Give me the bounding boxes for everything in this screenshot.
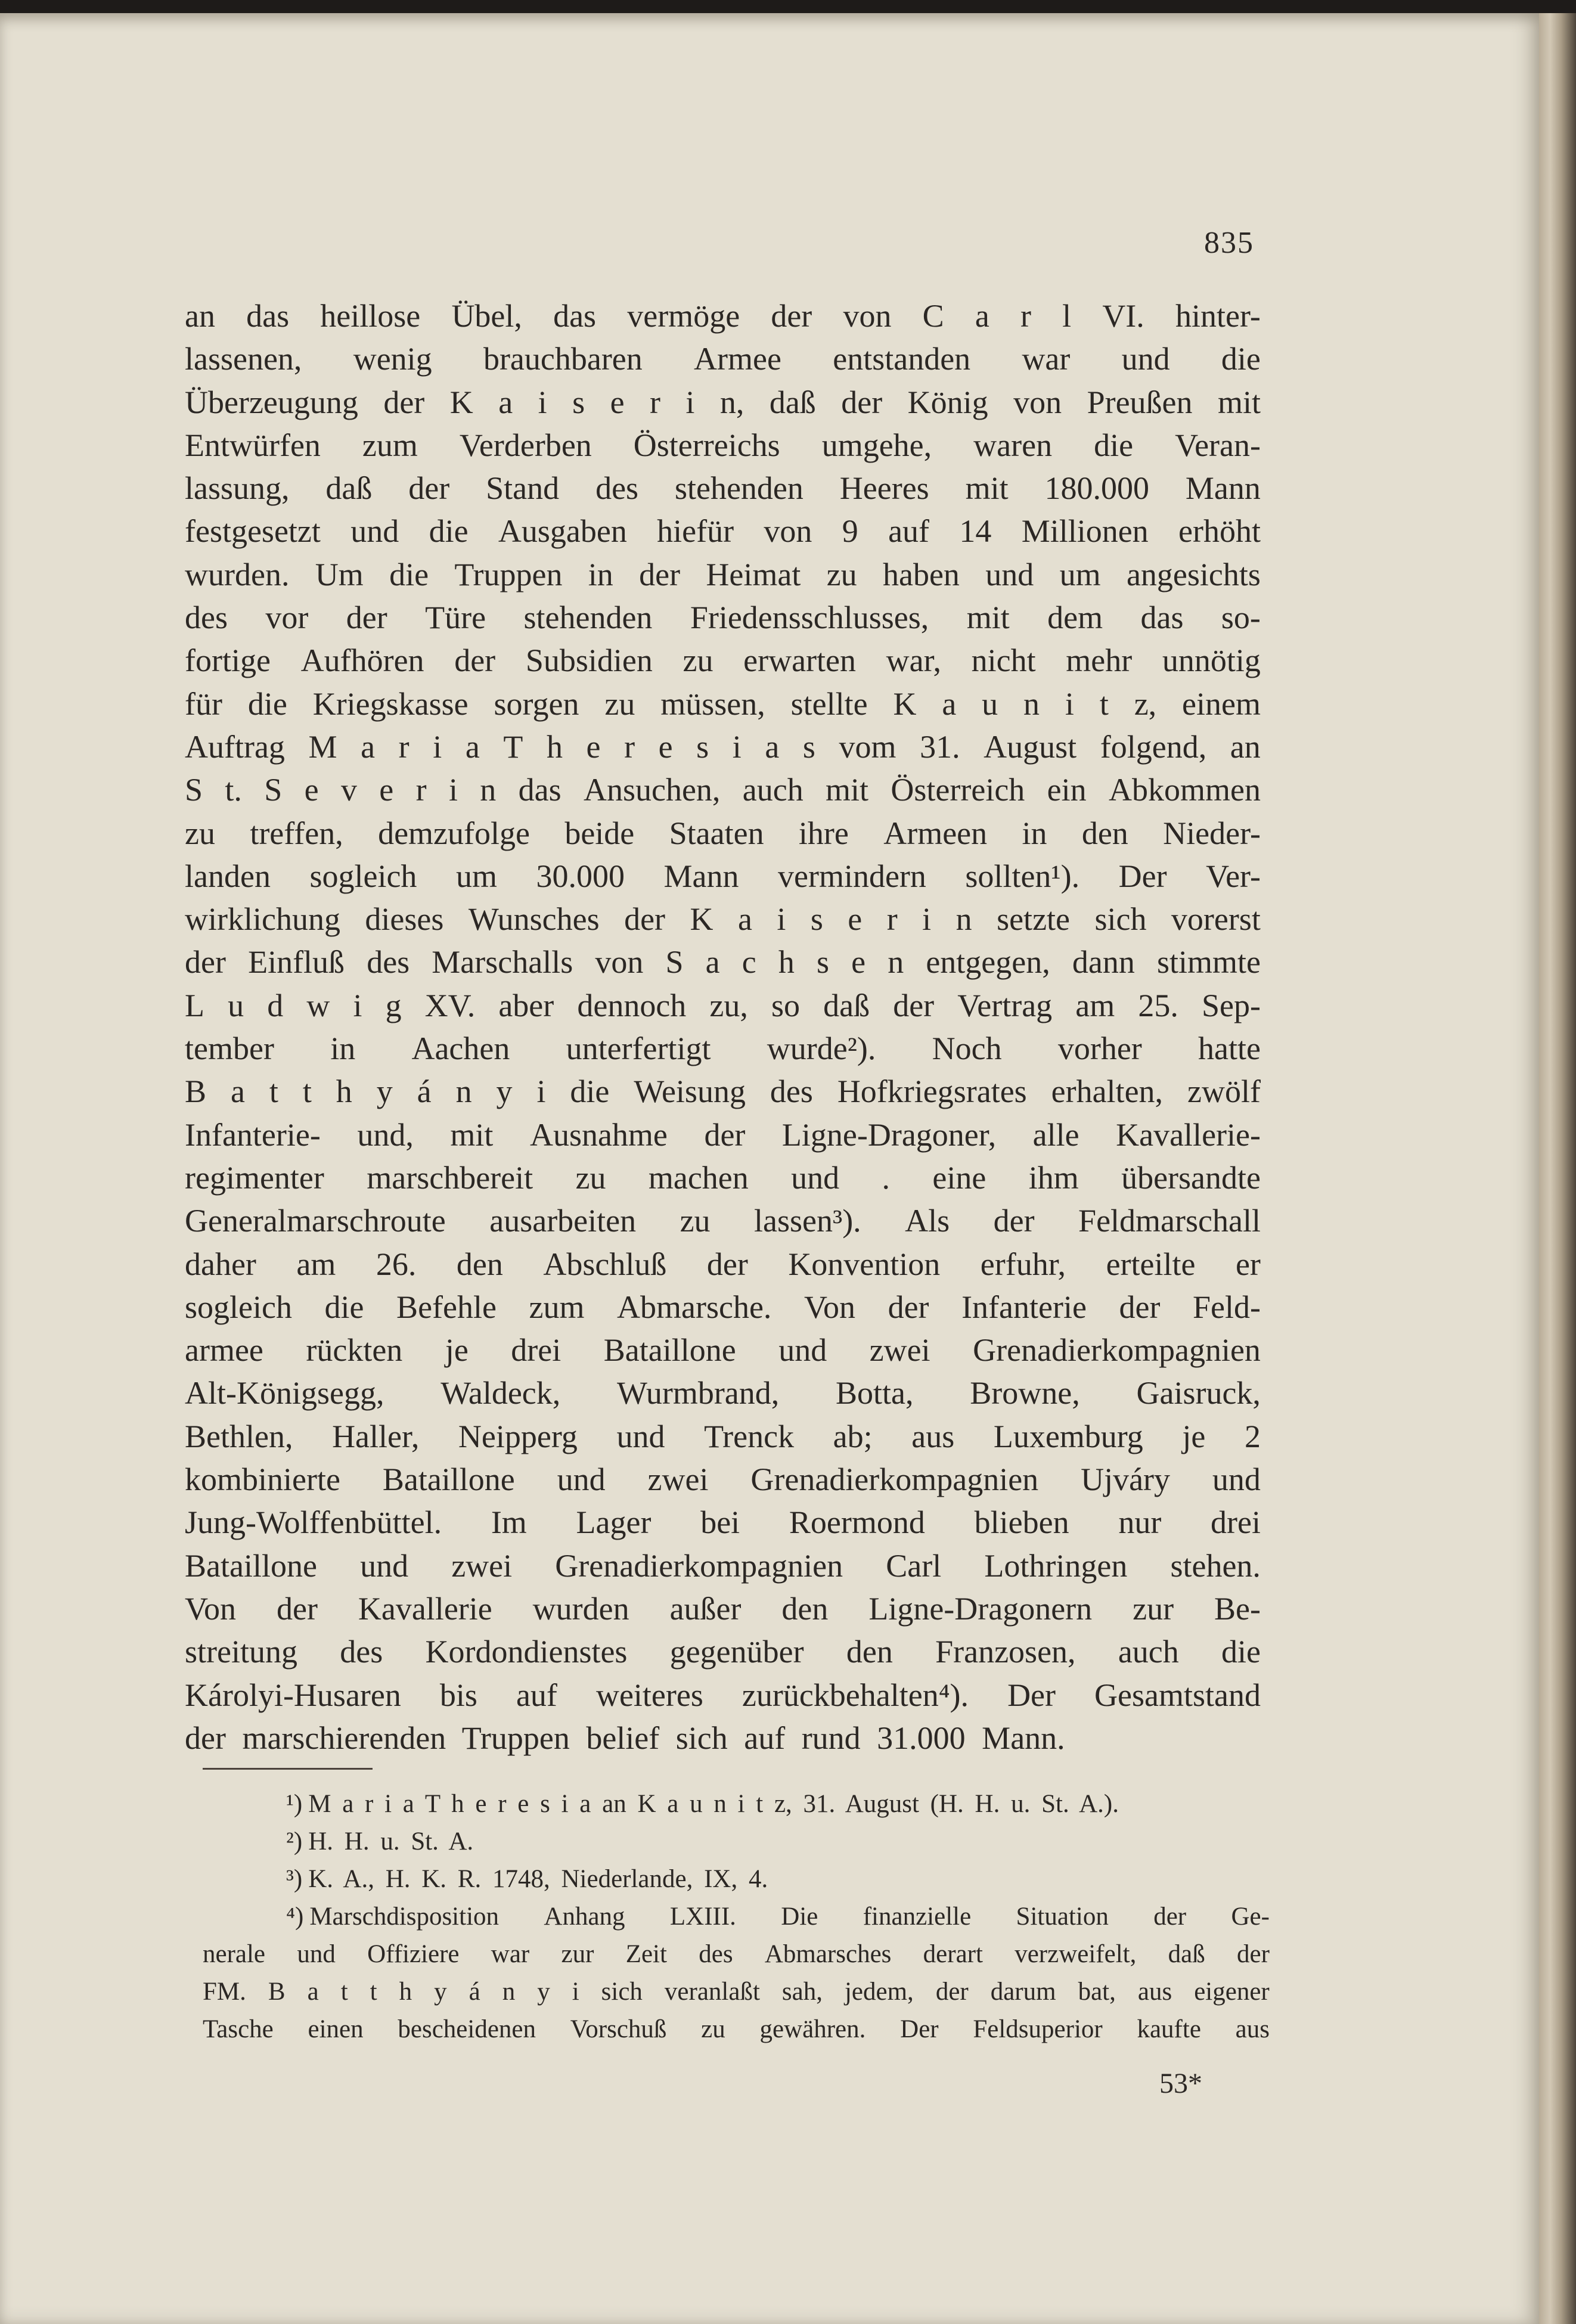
text-line: sogleich die Befehle zum Abmarsche. Von der Infanterie der Feld- bbox=[185, 1289, 1261, 1325]
text-line: Alt-Königsegg, Waldeck, Wurmbrand, Botta, Browne, Gaisruck, bbox=[185, 1375, 1261, 1411]
text-line: Jung-Wolffenbüttel. Im Lager bei Roermond blieben nur drei bbox=[185, 1504, 1261, 1541]
text-line: des vor der Türe stehenden Friedensschlusses, mit dem das so- bbox=[185, 600, 1261, 636]
text-line: Auftrag M a r i a T h e r e s i a s vom 31. August folgend, an bbox=[185, 728, 1261, 765]
footnote bbox=[203, 1860, 1270, 1898]
text-line: L u d w i g XV. aber dennoch zu, so daß der Vertrag am 25. Sep- bbox=[185, 987, 1261, 1023]
text-line: an das heillose Übel, das vermöge der von C a r l VI. hinter- bbox=[185, 298, 1261, 334]
text-line: festgesetzt und die Ausgaben hiefür von 9 auf 14 Millionen erhöht bbox=[185, 513, 1261, 550]
text-line: streitung des Kordondienstes gegenüber den Franzosen, auch die bbox=[185, 1634, 1261, 1670]
text-line: B a t t h y á n y i die Weisung des Hofkriegsrates erhalten, zwölf bbox=[185, 1073, 1261, 1110]
footnote-text: H. H. u. St. A. bbox=[308, 1827, 474, 1856]
text-line: wirklichung dieses Wunsches der K a i s e r i n setzte sich vorerst bbox=[185, 901, 1261, 938]
footnote bbox=[203, 1785, 1270, 1823]
main-text bbox=[185, 294, 1261, 1760]
text-line: fortige Aufhören der Subsidien zu erwarten war, nicht mehr unnötig bbox=[185, 643, 1261, 679]
text-line: daher am 26. den Abschluß der Konvention erfuhr, erteilte er bbox=[185, 1246, 1261, 1282]
text-line: regimenter marschbereit zu machen und . eine ihm übersandte bbox=[185, 1159, 1261, 1196]
text-line: Bataillone und zwei Grenadierkompagnien Carl Lothringen stehen. bbox=[185, 1547, 1261, 1584]
footnote-marker: ³) bbox=[286, 1865, 303, 1893]
footnote-text: K. A., H. K. R. 1748, Niederlande, IX, 4. bbox=[308, 1865, 768, 1893]
footnote-text: M a r i a T h e r e s i a an K a u n i t z, 31. August (H. H. u. St. A.). bbox=[308, 1790, 1119, 1818]
footnote-continuation-line: nerale und Offiziere war zur Zeit des Abmarsches derart verzweifelt, daß der bbox=[203, 1940, 1270, 1968]
footnote-marker: ²) bbox=[286, 1827, 303, 1856]
text-line: landen sogleich um 30.000 Mann vermindern sollten¹). Der Ver- bbox=[185, 858, 1261, 894]
text-line: armee rückten je drei Bataillone und zwei Grenadierkompagnien bbox=[185, 1332, 1261, 1369]
text-line: der Einfluß des Marschalls von S a c h s e n entgegen, dann stimmte bbox=[185, 944, 1261, 981]
signature-mark: 53* bbox=[1159, 2068, 1202, 2099]
page-edge-strip bbox=[1539, 13, 1576, 2324]
text-line: für die Kriegskasse sorgen zu müssen, stellte K a u n i t z, einem bbox=[185, 685, 1261, 722]
footnote-continuation-line: Tasche einen bescheidenen Vorschuß zu gewähren. Der Feldsuperior kaufte aus bbox=[203, 2015, 1270, 2043]
footnotes bbox=[203, 1785, 1270, 2048]
text-line: Generalmarschroute ausarbeiten zu lassen³). Als der Feldmarschall bbox=[185, 1203, 1261, 1239]
text-line: Entwürfen zum Verderben Österreichs umgehe, waren die Veran- bbox=[185, 427, 1261, 463]
footnote-continuation-line: FM. B a t t h y á n y i sich veranlaßt sah, jedem, der darum bat, aus eigener bbox=[203, 1978, 1270, 2006]
text-line: Bethlen, Haller, Neipperg und Trenck ab; aus Luxemburg je 2 bbox=[185, 1418, 1261, 1454]
footnote-marker: ¹) bbox=[286, 1790, 303, 1818]
text-line: lassenen, wenig brauchbaren Armee entstanden war und die bbox=[185, 341, 1261, 377]
text-line: Infanterie- und, mit Ausnahme der Ligne-Dragoner, alle Kavallerie- bbox=[185, 1116, 1261, 1153]
text-line: zu treffen, demzufolge beide Staaten ihre Armeen in den Nieder- bbox=[185, 815, 1261, 851]
text-line: Károlyi-Husaren bis auf weiteres zurückbehalten⁴). Der Gesamtstand bbox=[185, 1677, 1261, 1713]
footnote bbox=[203, 1898, 1270, 1935]
text-line: der marschierenden Truppen belief sich auf rund 31.000 Mann. bbox=[185, 1720, 1065, 1756]
page-number: 835 bbox=[1204, 226, 1254, 260]
text-line: wurden. Um die Truppen in der Heimat zu haben und um angesichts bbox=[185, 556, 1261, 592]
footnote-text: Marschdisposition Anhang LXIII. Die finanzielle Situation der Ge- bbox=[309, 1903, 1270, 1931]
text-line: Überzeugung der K a i s e r i n, daß der König von Preußen mit bbox=[185, 384, 1261, 420]
text-line: tember in Aachen unterfertigt wurde²). Noch vorher hatte bbox=[185, 1031, 1261, 1067]
text-line: kombinierte Bataillone und zwei Grenadierkompagnien Ujváry und bbox=[185, 1462, 1261, 1498]
footnote-separator-rule bbox=[203, 1768, 373, 1770]
footnote-marker: ⁴) bbox=[286, 1903, 304, 1931]
footnote bbox=[203, 1823, 1270, 1860]
text-line: Von der Kavallerie wurden außer den Ligne-Dragonern zur Be- bbox=[185, 1590, 1261, 1627]
scan-top-border bbox=[0, 0, 1576, 13]
text-line: S t. S e v e r i n das Ansuchen, auch mit Österreich ein Abkommen bbox=[185, 772, 1261, 808]
text-line: lassung, daß der Stand des stehenden Heeres mit 180.000 Mann bbox=[185, 470, 1261, 507]
